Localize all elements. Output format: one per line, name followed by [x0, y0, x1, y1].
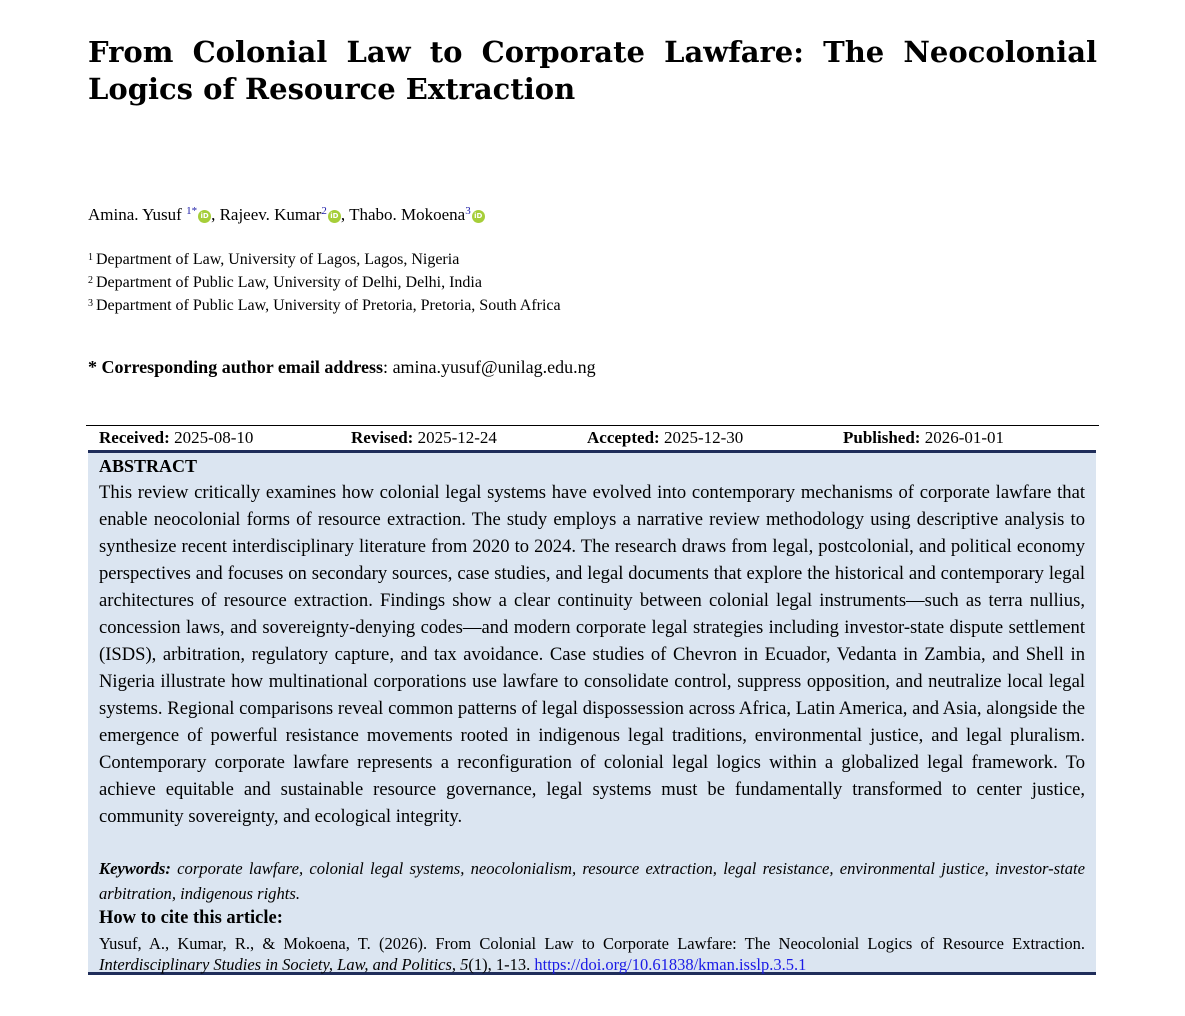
citation-prefix: Yusuf, A., Kumar, R., & Mokoena, T. (2026). From Colonial Law to Corporate Lawfare: The Neocolonial Logics of Resource Extraction.	[99, 934, 1085, 953]
citation-text	[99, 933, 1085, 975]
corresponding-label: * Corresponding author email address	[88, 357, 384, 377]
affiliation-number: 2	[88, 275, 93, 286]
accepted-value: 2025-12-30	[659, 428, 744, 447]
revised-label: Revised:	[351, 428, 414, 447]
affiliation-text: Department of Public Law, University of Pretoria, Pretoria, South Africa	[96, 297, 561, 314]
affiliation-item	[88, 293, 561, 316]
article-title: From Colonial Law to Corporate Lawfare: The Neocolonial Logics of Resource Extraction	[88, 35, 1097, 106]
received-date	[99, 427, 253, 449]
published-label: Published:	[843, 428, 921, 447]
author-superscript: 3	[465, 205, 471, 217]
citation-issue: (1), 1-13.	[468, 955, 535, 974]
affiliation-item	[88, 247, 561, 270]
author-superscript: 1*	[186, 205, 198, 217]
keywords-label: Keywords:	[99, 859, 171, 878]
orcid-icon[interactable]: iD	[198, 210, 211, 223]
orcid-icon[interactable]: iD	[472, 210, 485, 223]
author-separator: ,	[211, 205, 220, 224]
published-value: 2026-01-01	[920, 428, 1005, 447]
orcid-icon[interactable]: iD	[328, 210, 341, 223]
accepted-date	[587, 427, 743, 449]
affiliation-number: 1	[88, 252, 93, 263]
author-name[interactable]: Amina. Yusuf	[88, 205, 187, 224]
abstract-heading: ABSTRACT	[99, 456, 198, 476]
affiliation-text: Department of Law, University of Lagos, Lagos, Nigeria	[96, 251, 460, 268]
author-superscript: 2	[321, 205, 327, 217]
keywords	[99, 856, 1085, 906]
author-name[interactable]: Thabo. Mokoena	[349, 205, 466, 224]
citation-heading: How to cite this article:	[99, 908, 283, 928]
revised-date	[351, 427, 497, 449]
affiliation-list	[88, 247, 561, 316]
doi-link[interactable]: https://doi.org/10.61838/kman.isslp.3.5.1	[534, 955, 807, 974]
affiliation-text: Department of Public Law, University of Delhi, Delhi, India	[96, 274, 482, 291]
affiliation-number: 3	[88, 298, 93, 309]
accepted-label: Accepted:	[587, 428, 660, 447]
author-name[interactable]: Rajeev. Kumar	[219, 205, 322, 224]
revised-value: 2025-12-24	[413, 428, 497, 447]
author-separator: ,	[340, 205, 350, 224]
divider	[86, 425, 1099, 426]
article-dates	[99, 427, 1089, 449]
author-list	[88, 200, 485, 226]
citation-journal: Interdisciplinary Studies in Society, Law, and Politics, 5	[99, 955, 469, 974]
published-date	[843, 427, 1004, 449]
keywords-text: corporate lawfare, colonial legal systems, neocolonialism, resource extraction, legal resistance, environmental justice, investor-state arbitration, indigenous rights.	[99, 859, 1085, 903]
corresponding-email[interactable]: amina.yusuf@unilag.edu.ng	[392, 357, 596, 377]
abstract-text: This review critically examines how colonial legal systems have evolved into contemporary mechanisms of corporate lawfare that enable neocolonial forms of resource extraction. The study employs a narrative review methodology using descriptive analysis to synthesize recent interdisciplinary literature from 2020 to 2024. The research draws from legal, postcolonial, and political economy perspectives and focuses on secondary sources, case studies, and legal documents that explore the historical and contemporary legal architectures of resource extraction. Findings show a clear continuity between colonial legal instruments—such as terra nullius, concession laws, and sovereignty-denying codes—and modern corporate legal strategies including investor-state dispute settlement (ISDS), arbitration, regulatory capture, and tax avoidance. Case studies of Chevron in Ecuador, Vedanta in Zambia, and Shell in Nigeria illustrate how multinational corporations use lawfare to consolidate control, suppress opposition, and neutralize local legal systems. Regional comparisons reveal common patterns of legal dispossession across Africa, Latin America, and Asia, alongside the emergence of powerful resistance movements rooted in indigenous legal traditions, environmental justice, and legal pluralism. Contemporary corporate lawfare represents a reconfiguration of colonial legal logics within a globalized legal framework. To achieve equitable and sustainable resource governance, legal systems must be fundamentally transformed to center justice, community sovereignty, and ecological integrity.	[99, 482, 1085, 827]
received-value: 2025-08-10	[169, 428, 254, 447]
corresponding-author	[88, 355, 596, 379]
corresponding-separator: :	[383, 357, 393, 377]
received-label: Received:	[99, 428, 170, 447]
affiliation-item	[88, 270, 561, 293]
